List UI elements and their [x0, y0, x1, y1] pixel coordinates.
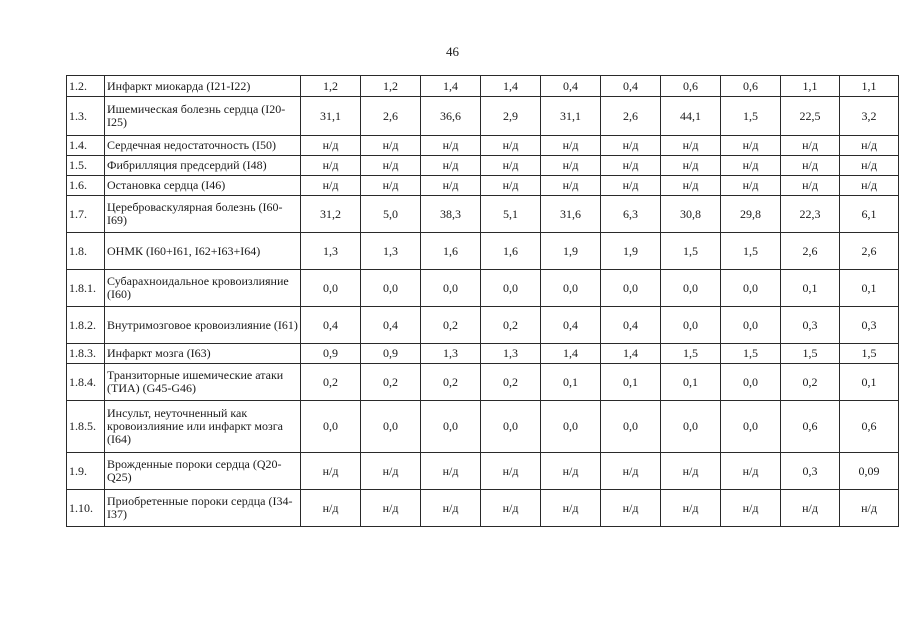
value-cell: 2,6: [781, 233, 840, 270]
value-cell: 1,4: [601, 344, 661, 364]
value-cell: н/д: [661, 453, 721, 490]
value-cell: 1,3: [481, 344, 541, 364]
value-cell: н/д: [781, 136, 840, 156]
value-cell: 1,3: [361, 233, 421, 270]
value-cell: 0,2: [481, 307, 541, 344]
value-cell: 22,3: [781, 196, 840, 233]
value-cell: н/д: [661, 176, 721, 196]
value-cell: 0,4: [361, 307, 421, 344]
row-indicator-name: Приобретенные пороки сердца (I34-I37): [105, 490, 301, 527]
row-number: 1.7.: [67, 196, 105, 233]
value-cell: 0,0: [481, 270, 541, 307]
value-cell: н/д: [601, 156, 661, 176]
value-cell: 1,1: [840, 76, 899, 97]
value-cell: н/д: [840, 136, 899, 156]
value-cell: н/д: [721, 176, 781, 196]
table-row: [67, 176, 899, 196]
value-cell: 0,2: [781, 364, 840, 401]
row-indicator-name: Цереброваскулярная болезнь (I60-I69): [105, 196, 301, 233]
value-cell: н/д: [840, 156, 899, 176]
value-cell: 1,9: [541, 233, 601, 270]
value-cell: 0,0: [601, 270, 661, 307]
row-indicator-name: Фибрилляция предсердий (I48): [105, 156, 301, 176]
value-cell: 0,0: [361, 270, 421, 307]
row-number: 1.5.: [67, 156, 105, 176]
value-cell: н/д: [661, 136, 721, 156]
row-number: 1.4.: [67, 136, 105, 156]
row-number: 1.2.: [67, 76, 105, 97]
value-cell: 31,2: [301, 196, 361, 233]
value-cell: 31,1: [301, 97, 361, 136]
value-cell: н/д: [481, 453, 541, 490]
value-cell: 0,6: [840, 401, 899, 453]
value-cell: н/д: [481, 176, 541, 196]
row-number: 1.9.: [67, 453, 105, 490]
table-row: [67, 270, 899, 307]
value-cell: 0,0: [421, 401, 481, 453]
value-cell: 0,1: [840, 364, 899, 401]
value-cell: 2,6: [601, 97, 661, 136]
value-cell: н/д: [601, 176, 661, 196]
value-cell: 0,0: [721, 364, 781, 401]
value-cell: н/д: [541, 453, 601, 490]
value-cell: н/д: [541, 156, 601, 176]
value-cell: 22,5: [781, 97, 840, 136]
value-cell: 1,6: [421, 233, 481, 270]
value-cell: 0,3: [781, 307, 840, 344]
value-cell: 0,0: [721, 401, 781, 453]
value-cell: 3,2: [840, 97, 899, 136]
value-cell: н/д: [421, 490, 481, 527]
value-cell: 0,1: [781, 270, 840, 307]
value-cell: н/д: [661, 490, 721, 527]
value-cell: н/д: [361, 176, 421, 196]
value-cell: н/д: [840, 176, 899, 196]
value-cell: 1,5: [721, 344, 781, 364]
value-cell: 5,0: [361, 196, 421, 233]
row-indicator-name: Сердечная недостаточность (I50): [105, 136, 301, 156]
row-indicator-name: Инфаркт мозга (I63): [105, 344, 301, 364]
value-cell: 0,0: [661, 270, 721, 307]
value-cell: н/д: [301, 453, 361, 490]
value-cell: 0,4: [541, 76, 601, 97]
value-cell: 0,0: [541, 270, 601, 307]
value-cell: 0,0: [721, 270, 781, 307]
value-cell: н/д: [481, 490, 541, 527]
value-cell: н/д: [721, 156, 781, 176]
value-cell: н/д: [541, 136, 601, 156]
value-cell: н/д: [361, 453, 421, 490]
value-cell: н/д: [781, 490, 840, 527]
value-cell: 0,0: [301, 401, 361, 453]
value-cell: 0,0: [361, 401, 421, 453]
row-indicator-name: ОНМК (I60+I61, I62+I63+I64): [105, 233, 301, 270]
value-cell: 1,4: [541, 344, 601, 364]
value-cell: 29,8: [721, 196, 781, 233]
value-cell: 0,0: [481, 401, 541, 453]
value-cell: 1,5: [781, 344, 840, 364]
row-number: 1.8.3.: [67, 344, 105, 364]
value-cell: н/д: [840, 490, 899, 527]
value-cell: 0,6: [781, 401, 840, 453]
value-cell: 0,0: [721, 307, 781, 344]
table-row: [67, 233, 899, 270]
row-number: 1.8.4.: [67, 364, 105, 401]
value-cell: 1,3: [301, 233, 361, 270]
value-cell: 2,9: [481, 97, 541, 136]
value-cell: н/д: [601, 453, 661, 490]
value-cell: н/д: [721, 136, 781, 156]
value-cell: 0,4: [541, 307, 601, 344]
value-cell: 31,1: [541, 97, 601, 136]
row-number: 1.8.1.: [67, 270, 105, 307]
table-row: [67, 344, 899, 364]
row-number: 1.3.: [67, 97, 105, 136]
value-cell: 1,1: [781, 76, 840, 97]
value-cell: 2,6: [840, 233, 899, 270]
value-cell: н/д: [781, 156, 840, 176]
value-cell: 0,4: [301, 307, 361, 344]
value-cell: 38,3: [421, 196, 481, 233]
table-row: [67, 97, 899, 136]
value-cell: 0,0: [421, 270, 481, 307]
value-cell: н/д: [301, 156, 361, 176]
value-cell: н/д: [601, 490, 661, 527]
value-cell: 1,6: [481, 233, 541, 270]
row-number: 1.6.: [67, 176, 105, 196]
value-cell: 0,2: [361, 364, 421, 401]
value-cell: 0,2: [301, 364, 361, 401]
value-cell: 0,6: [661, 76, 721, 97]
value-cell: 0,4: [601, 76, 661, 97]
value-cell: 0,9: [361, 344, 421, 364]
row-indicator-name: Инфаркт миокарда (I21-I22): [105, 76, 301, 97]
value-cell: 0,09: [840, 453, 899, 490]
value-cell: 0,9: [301, 344, 361, 364]
row-indicator-name: Остановка сердца (I46): [105, 176, 301, 196]
value-cell: 31,6: [541, 196, 601, 233]
row-indicator-name: Субарахноидальное кровоизлияние (I60): [105, 270, 301, 307]
value-cell: 6,1: [840, 196, 899, 233]
row-indicator-name: Внутримозговое кровоизлияние (I61): [105, 307, 301, 344]
value-cell: 1,5: [661, 233, 721, 270]
value-cell: 1,5: [661, 344, 721, 364]
table-row: [67, 401, 899, 453]
table-row: [67, 156, 899, 176]
value-cell: 1,2: [301, 76, 361, 97]
table-row: [67, 490, 899, 527]
table-row: [67, 76, 899, 97]
value-cell: 0,0: [301, 270, 361, 307]
value-cell: 1,5: [721, 233, 781, 270]
row-indicator-name: Врожденные пороки сердца (Q20-Q25): [105, 453, 301, 490]
table-row: [67, 196, 899, 233]
value-cell: н/д: [421, 136, 481, 156]
value-cell: 0,1: [601, 364, 661, 401]
value-cell: 0,0: [661, 307, 721, 344]
value-cell: 0,6: [721, 76, 781, 97]
table-row: [67, 307, 899, 344]
value-cell: 0,0: [541, 401, 601, 453]
row-number: 1.8.5.: [67, 401, 105, 453]
value-cell: 0,4: [601, 307, 661, 344]
row-number: 1.8.2.: [67, 307, 105, 344]
value-cell: 0,3: [781, 453, 840, 490]
value-cell: 5,1: [481, 196, 541, 233]
value-cell: н/д: [421, 453, 481, 490]
value-cell: н/д: [421, 156, 481, 176]
table-row: [67, 453, 899, 490]
value-cell: 1,5: [721, 97, 781, 136]
value-cell: н/д: [361, 136, 421, 156]
row-indicator-name: Транзиторные ишемические атаки (ТИА) (G45-G46): [105, 364, 301, 401]
table-row: [67, 136, 899, 156]
value-cell: 1,5: [840, 344, 899, 364]
value-cell: н/д: [721, 490, 781, 527]
value-cell: н/д: [301, 490, 361, 527]
value-cell: н/д: [361, 490, 421, 527]
value-cell: 2,6: [361, 97, 421, 136]
row-indicator-name: Инсульт, неуточненный как кровоизлияние или инфаркт мозга (I64): [105, 401, 301, 453]
value-cell: н/д: [421, 176, 481, 196]
value-cell: 0,2: [481, 364, 541, 401]
value-cell: 0,2: [421, 364, 481, 401]
value-cell: 30,8: [661, 196, 721, 233]
value-cell: 1,4: [481, 76, 541, 97]
value-cell: н/д: [541, 490, 601, 527]
value-cell: 44,1: [661, 97, 721, 136]
value-cell: н/д: [661, 156, 721, 176]
row-number: 1.8.: [67, 233, 105, 270]
table-row: [67, 364, 899, 401]
value-cell: н/д: [301, 136, 361, 156]
value-cell: н/д: [721, 453, 781, 490]
statistics-table: [66, 75, 899, 527]
value-cell: 0,1: [840, 270, 899, 307]
value-cell: н/д: [301, 176, 361, 196]
value-cell: 36,6: [421, 97, 481, 136]
value-cell: 1,4: [421, 76, 481, 97]
value-cell: 1,2: [361, 76, 421, 97]
value-cell: 6,3: [601, 196, 661, 233]
value-cell: н/д: [481, 156, 541, 176]
page-number: 46: [446, 44, 459, 59]
value-cell: н/д: [541, 176, 601, 196]
row-number: 1.10.: [67, 490, 105, 527]
row-indicator-name: Ишемическая болезнь сердца (I20-I25): [105, 97, 301, 136]
value-cell: 0,1: [541, 364, 601, 401]
value-cell: н/д: [361, 156, 421, 176]
value-cell: н/д: [481, 136, 541, 156]
value-cell: 1,9: [601, 233, 661, 270]
value-cell: 0,1: [661, 364, 721, 401]
value-cell: 0,0: [601, 401, 661, 453]
value-cell: 1,3: [421, 344, 481, 364]
value-cell: 0,2: [421, 307, 481, 344]
value-cell: н/д: [781, 176, 840, 196]
value-cell: 0,0: [661, 401, 721, 453]
value-cell: н/д: [601, 136, 661, 156]
value-cell: 0,3: [840, 307, 899, 344]
